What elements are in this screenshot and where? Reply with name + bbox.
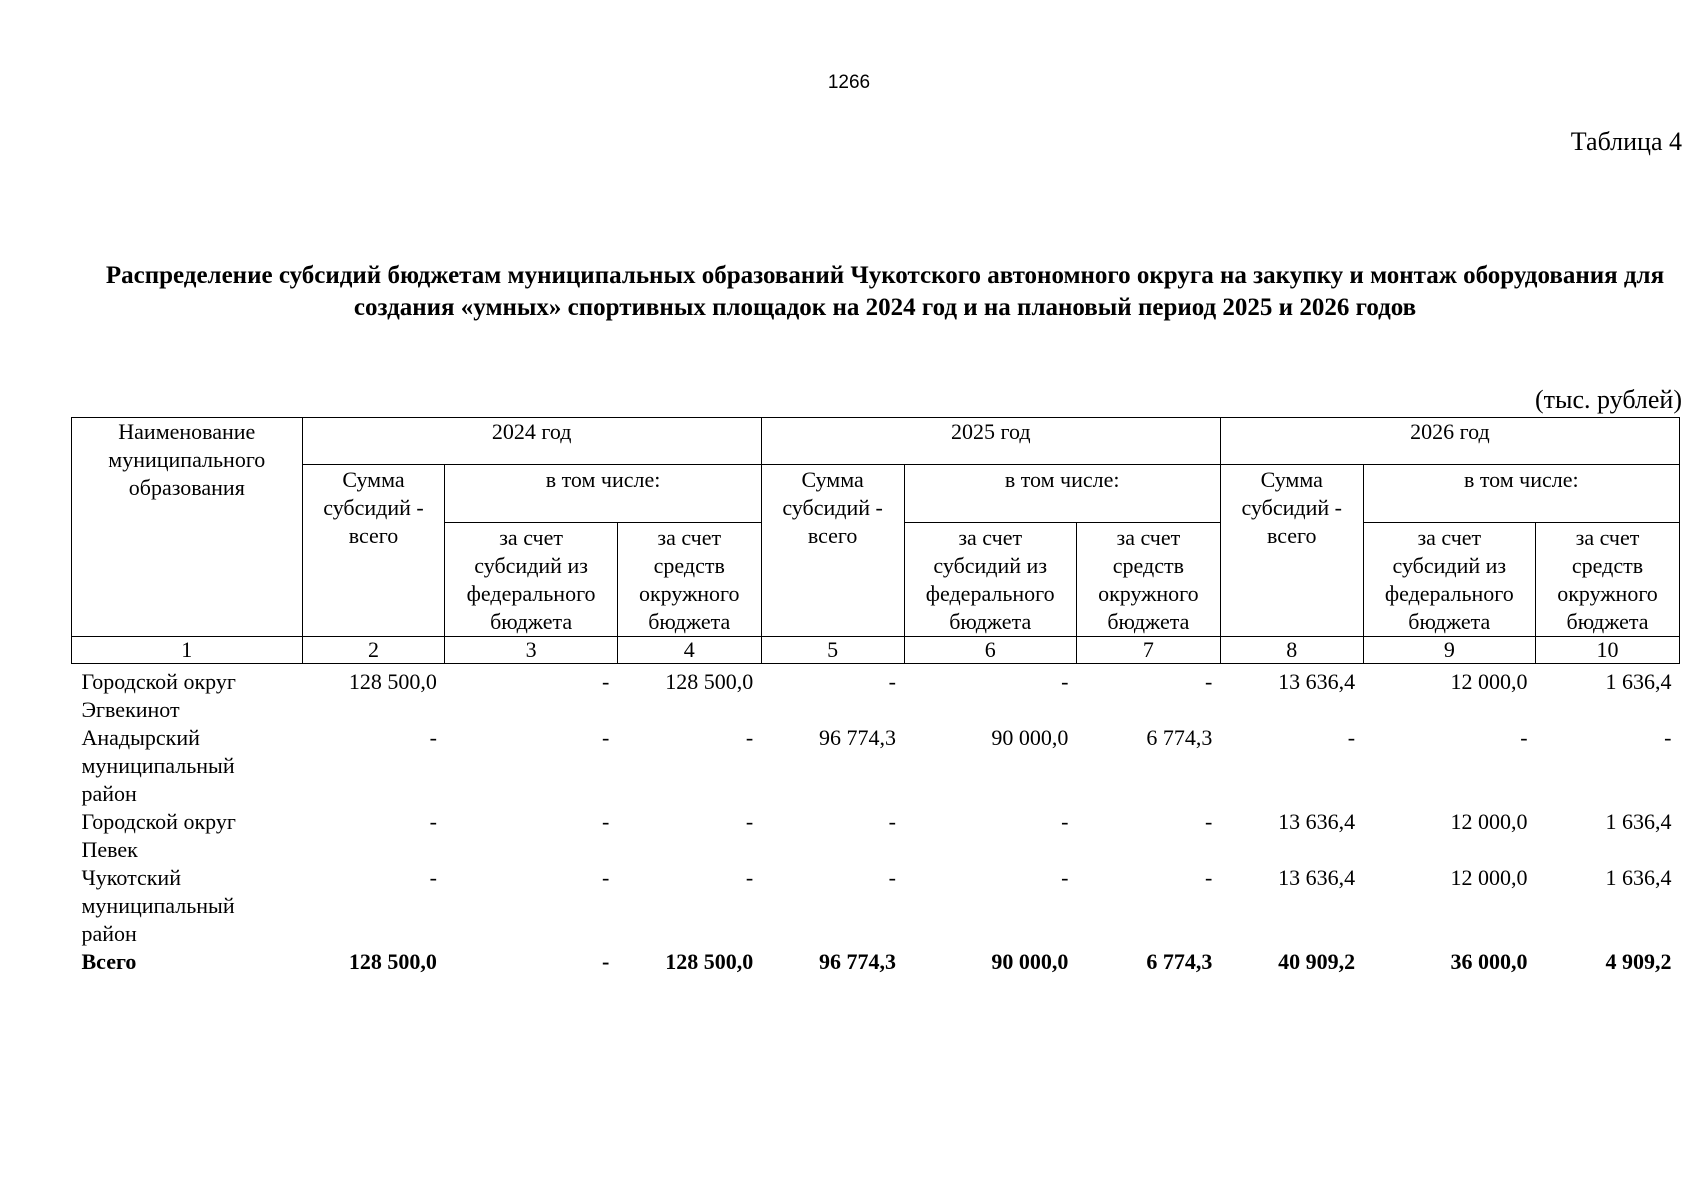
col-number: 2 bbox=[302, 637, 445, 664]
header-year-2026: 2026 год bbox=[1220, 418, 1679, 465]
table-cell: - bbox=[429, 725, 437, 750]
table-cell: 128 500,0 bbox=[348, 949, 437, 974]
header-federal-2025: за счет субсидий из федерального бюджета bbox=[904, 523, 1076, 637]
header-name-col: Наименование муниципального образования bbox=[72, 418, 303, 637]
table-cell: - bbox=[429, 865, 437, 890]
table-cell: - bbox=[888, 809, 896, 834]
table-label: Таблица 4 bbox=[1570, 127, 1682, 156]
page-number: 1266 bbox=[827, 72, 871, 93]
table-cell: - bbox=[888, 865, 896, 890]
table-cell: 90 000,0 bbox=[991, 725, 1069, 750]
header-total-sum-2024: Сумма субсидий - всего bbox=[302, 465, 445, 637]
header-federal-2024: за счет субсидий из федерального бюджета bbox=[445, 523, 617, 637]
col-number: 4 bbox=[617, 637, 761, 664]
table-cell: - bbox=[1520, 725, 1528, 750]
row-name: Городской округ Эгвекинот bbox=[81, 669, 236, 722]
table-cell: - bbox=[1664, 725, 1672, 750]
table-cell: 96 774,3 bbox=[819, 949, 896, 974]
col-number: 1 bbox=[72, 637, 303, 664]
header-including-2024: в том числе: bbox=[445, 465, 761, 523]
table-cell: 1 636,4 bbox=[1605, 809, 1672, 834]
col-number: 10 bbox=[1536, 637, 1680, 664]
table-cell: - bbox=[601, 865, 610, 890]
table-cell: - bbox=[888, 669, 896, 694]
header-regional-2024: за счет средств окружного бюджета bbox=[617, 523, 761, 637]
table-row bbox=[72, 664, 1680, 725]
table-cell: 36 000,0 bbox=[1450, 949, 1528, 974]
header-row-groups bbox=[72, 465, 1680, 523]
table-row bbox=[72, 864, 1680, 948]
table-cell: 12 000,0 bbox=[1450, 865, 1528, 890]
table-cell: 90 000,0 bbox=[991, 949, 1069, 974]
table-cell: 4 909,2 bbox=[1605, 949, 1672, 974]
table-cell: - bbox=[745, 725, 754, 750]
table-cell: - bbox=[1061, 669, 1069, 694]
table-cell: 6 774,3 bbox=[1146, 725, 1213, 750]
header-including-2026: в том числе: bbox=[1363, 465, 1679, 523]
row-name: Всего bbox=[81, 949, 137, 974]
table-cell: 96 774,3 bbox=[819, 725, 896, 750]
table-cell: 13 636,4 bbox=[1278, 865, 1356, 890]
table-cell: 40 909,2 bbox=[1278, 949, 1356, 974]
row-name: Чукотский муниципальный район bbox=[81, 865, 235, 946]
table-cell: - bbox=[745, 865, 754, 890]
header-including-2025: в том числе: bbox=[904, 465, 1220, 523]
header-year-2025: 2025 год bbox=[761, 418, 1220, 465]
table-cell: 6 774,3 bbox=[1146, 949, 1213, 974]
header-row-col-numbers bbox=[72, 637, 1680, 664]
table-cell: - bbox=[1061, 809, 1069, 834]
header-row-years bbox=[72, 418, 1680, 465]
table-cell: 1 636,4 bbox=[1605, 669, 1672, 694]
header-regional-2025: за счет средств окружного бюджета bbox=[1076, 523, 1220, 637]
table-cell: - bbox=[429, 809, 437, 834]
header-federal-2026: за счет субсидий из федерального бюджета bbox=[1363, 523, 1535, 637]
col-number: 3 bbox=[445, 637, 617, 664]
col-number: 5 bbox=[761, 637, 904, 664]
table-cell: - bbox=[601, 809, 610, 834]
col-number: 7 bbox=[1076, 637, 1220, 664]
col-number: 6 bbox=[904, 637, 1076, 664]
table-cell: 13 636,4 bbox=[1278, 669, 1356, 694]
table-cell: - bbox=[1204, 809, 1213, 834]
col-number: 9 bbox=[1363, 637, 1535, 664]
header-regional-2026: за счет средств окружного бюджета bbox=[1536, 523, 1680, 637]
header-total-sum-2025: Сумма субсидий - всего bbox=[761, 465, 904, 637]
table-row-total bbox=[72, 948, 1680, 976]
table-cell: - bbox=[1204, 865, 1213, 890]
row-name: Анадырский муниципальный район bbox=[81, 725, 235, 806]
table-cell: - bbox=[601, 669, 610, 694]
document-title: Распределение субсидий бюджетам муниципальных образований Чукотского автономного округа на закупку и монтаж оборудования для создания «умных» спортивных площадок на 2024 год и на плановый период 2025 и 2026 годов bbox=[105, 262, 1665, 321]
col-number: 8 bbox=[1220, 637, 1363, 664]
table-cell: 128 500,0 bbox=[665, 669, 754, 694]
table-cell: 128 500,0 bbox=[665, 949, 754, 974]
header-year-2024: 2024 год bbox=[302, 418, 761, 465]
table-cell: 128 500,0 bbox=[348, 669, 437, 694]
table-cell: - bbox=[1347, 725, 1356, 750]
header-total-sum-2026: Сумма субсидий - всего bbox=[1220, 465, 1363, 637]
table-cell: 12 000,0 bbox=[1450, 809, 1528, 834]
table-cell: 13 636,4 bbox=[1278, 809, 1356, 834]
table-cell: - bbox=[1061, 865, 1069, 890]
row-name: Городской округ Певек bbox=[81, 809, 236, 862]
table-cell: - bbox=[601, 725, 610, 750]
table-cell: 12 000,0 bbox=[1450, 669, 1528, 694]
table-cell: - bbox=[1204, 669, 1213, 694]
table-cell: 1 636,4 bbox=[1605, 865, 1672, 890]
table-cell: - bbox=[745, 809, 754, 834]
subsidy-table bbox=[71, 417, 1680, 976]
table-row bbox=[72, 808, 1680, 864]
units-label: (тыс. рублей) bbox=[1534, 385, 1682, 414]
table-cell: - bbox=[601, 949, 610, 974]
table-row bbox=[72, 724, 1680, 808]
